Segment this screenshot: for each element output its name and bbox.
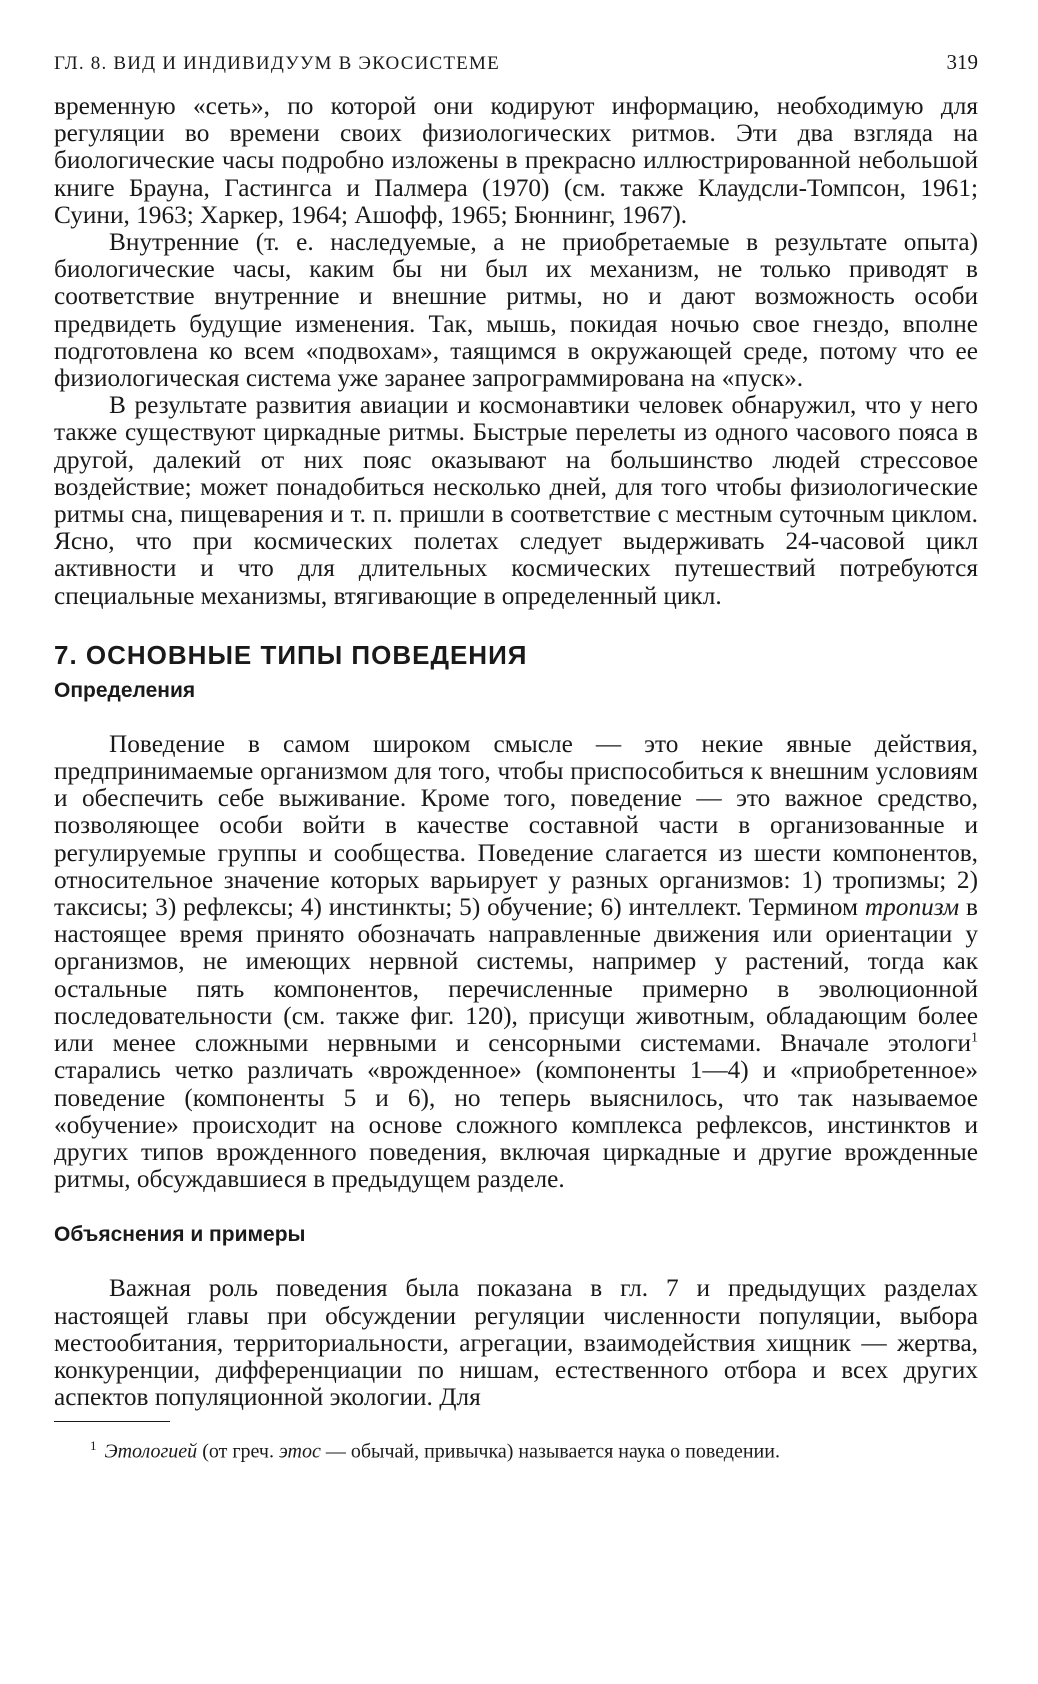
section-title: 7. ОСНОВНЫЕ ТИПЫ ПОВЕДЕНИЯ: [54, 639, 528, 670]
running-head: [54, 50, 978, 75]
definition-text-part1: Поведение в самом широком смысле — это некие явные действия, предпринимаемые организмом для того, чтобы приспособиться к внешним условиям и обеспечить себе выживание. Кроме того, поведение — это важное средство, позволяющее особи войти в качестве составной части в организованные и регулируемые группы и сообщества. Поведение слагается из шести компонентов, относительное значение которых варьирует у разных организмов: 1) тропизмы; 2) таксисы; 3) рефлексы; 4) инстинкты; 5) обучение; 6) интеллект. Термином: [54, 729, 978, 922]
footnote-reference: 1: [971, 1030, 978, 1046]
paragraph-aviation: В результате развития авиации и космонавтики человек обнаружил, что у него также существуют циркадные ритмы. Быстрые перелеты из одного часового пояса в другой, далекий от них пояс оказывают на большинство людей стрессовое воздействие; может понадобиться несколько дней, для того чтобы физиологические ритмы сна, пищеварения и т. п. пришли в соответствие с местным суточным циклом. Ясно, что при космических полетах следует выдерживать 24-часовой цикл активности и что для длительных космических путешествий потребуются специальные механизмы, втягивающие в определенный цикл.: [54, 391, 978, 610]
footnote-greek-word: этос: [278, 1440, 321, 1463]
footnote-term: Этологией: [104, 1440, 198, 1463]
running-title: ГЛ. 8. ВИД И ИНДИВИДУУМ В ЭКОСИСТЕМЕ: [54, 53, 500, 74]
subsection-title-definitions: Определения: [54, 678, 196, 702]
paragraph-behavior-definition: [54, 731, 978, 1193]
footnote-text-a: (от греч.: [197, 1440, 279, 1463]
definition-text-part2: в настоящее время принято обозначать направленные движения или ориентации у организмов, не имеющих нервной системы, например у растений, тогда как остальные пять компонентов, перечисленные примерно в эволюционной последовательности (см. также фиг. 120), присущи животным, обладающим более или менее сложными нервными и сенсорными системами. Вначале этологи: [54, 893, 978, 1058]
footnote-text-b: — обычай, привычка) называется наука о поведении.: [320, 1440, 780, 1463]
paragraph-continued: временную «сеть», по которой они кодируют информацию, необходимую для регуляции во времени своих физиологических ритмов. Эти два взгляда на биологические часы подробно изложены в прекрасно иллюстрированной небольшой книге Брауна, Гастингса и Палмера (1970) (см. также Клаудсли-Томпсон, 1961; Суини, 1963; Харкер, 1964; Ашофф, 1965; Бюннинг, 1967).: [54, 92, 978, 229]
page-number: 319: [946, 50, 978, 74]
paragraph-internal-clocks: Внутренние (т. е. наследуемые, а не приобретаемые в результате опыта) биологические часы, каким бы ни был их механизм, не только приводят в соответствие внутренние и внешние ритмы, но и дают возможность особи предвидеть будущие изменения. Так, мышь, покидая ночью свое гнездо, вполне подготовлена ко всем «подвохам», таящимся в окружающей среде, потому что ее физиологическая система уже заранее запрограммирована на «пуск».: [54, 228, 978, 393]
subsection-title-examples: Объяснения и примеры: [54, 1223, 306, 1247]
body-text: [54, 93, 978, 610]
definition-text-part3: старались четко различать «врожденное» (компоненты 1—4) и «приобретенное» поведение (компоненты 5 и 6), но теперь выяснилось, что так называемое «обучение» происходит на основе сложного комплекса рефлексов, инстинктов и других типов врожденного поведения, включая циркадные и другие врожденные ритмы, обсуждавшиеся в предыдущем разделе.: [54, 1056, 978, 1194]
footnote-rule: [54, 1421, 170, 1422]
footnote: [54, 1434, 978, 1464]
examples-text: [54, 1275, 978, 1411]
term-tropism: тропизм: [864, 893, 960, 922]
paragraph-examples: Важная роль поведения была показана в гл. 7 и предыдущих разделах настоящей главы при обсуждении регуляции численности популяции, выбора местообитания, территориальности, агрегации, взаимодействия хищник — жертва, конкуренции, дифференциации по нишам, естественного отбора и всех других аспектов популяционной экологии. Для: [54, 1274, 978, 1412]
definitions-text: [54, 731, 978, 1193]
footnote-mark: 1: [90, 1438, 97, 1454]
